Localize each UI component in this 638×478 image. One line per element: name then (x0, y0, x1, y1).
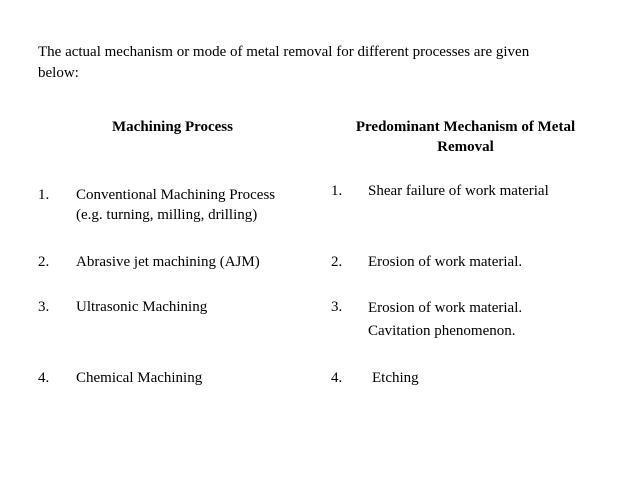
column-header-machining-process: Machining Process (112, 119, 233, 135)
intro-line-1: The actual mechanism or mode of metal removal for different processes are given (38, 44, 530, 60)
row-1-process-number: 1. (38, 187, 50, 203)
column-header-mechanism-line-1: Predominant Mechanism of Metal (355, 119, 576, 135)
row-1-mechanism-number: 1. (331, 183, 343, 199)
row-3-mechanism (368, 297, 598, 343)
row-4-mechanism: Etching (372, 370, 419, 386)
row-3-process-number: 3. (38, 299, 50, 315)
row-1-process-line-1: Conventional Machining Process (76, 187, 276, 203)
intro-paragraph (38, 42, 578, 84)
row-2-process: Abrasive jet machining (AJM) (76, 254, 260, 270)
row-3-mechanism-line-2: Cavitation phenomenon. (368, 323, 516, 339)
row-1-process-line-2: (e.g. turning, milling, drilling) (76, 207, 258, 223)
column-header-mechanism (338, 117, 593, 157)
row-4-mechanism-number: 4. (331, 370, 343, 386)
row-3-mechanism-line-1: Erosion of work material. (368, 300, 523, 316)
column-header-mechanism-line-2: Removal (437, 139, 494, 155)
row-4-process: Chemical Machining (76, 370, 203, 386)
row-3-mechanism-number: 3. (331, 299, 343, 315)
row-1-process (76, 185, 306, 225)
row-2-process-number: 2. (38, 254, 50, 270)
intro-line-2: below: (38, 65, 79, 81)
row-2-mechanism-number: 2. (331, 254, 343, 270)
row-2-mechanism: Erosion of work material. (368, 254, 523, 270)
row-3-process: Ultrasonic Machining (76, 299, 208, 315)
row-1-mechanism: Shear failure of work material (368, 183, 549, 199)
row-4-process-number: 4. (38, 370, 50, 386)
